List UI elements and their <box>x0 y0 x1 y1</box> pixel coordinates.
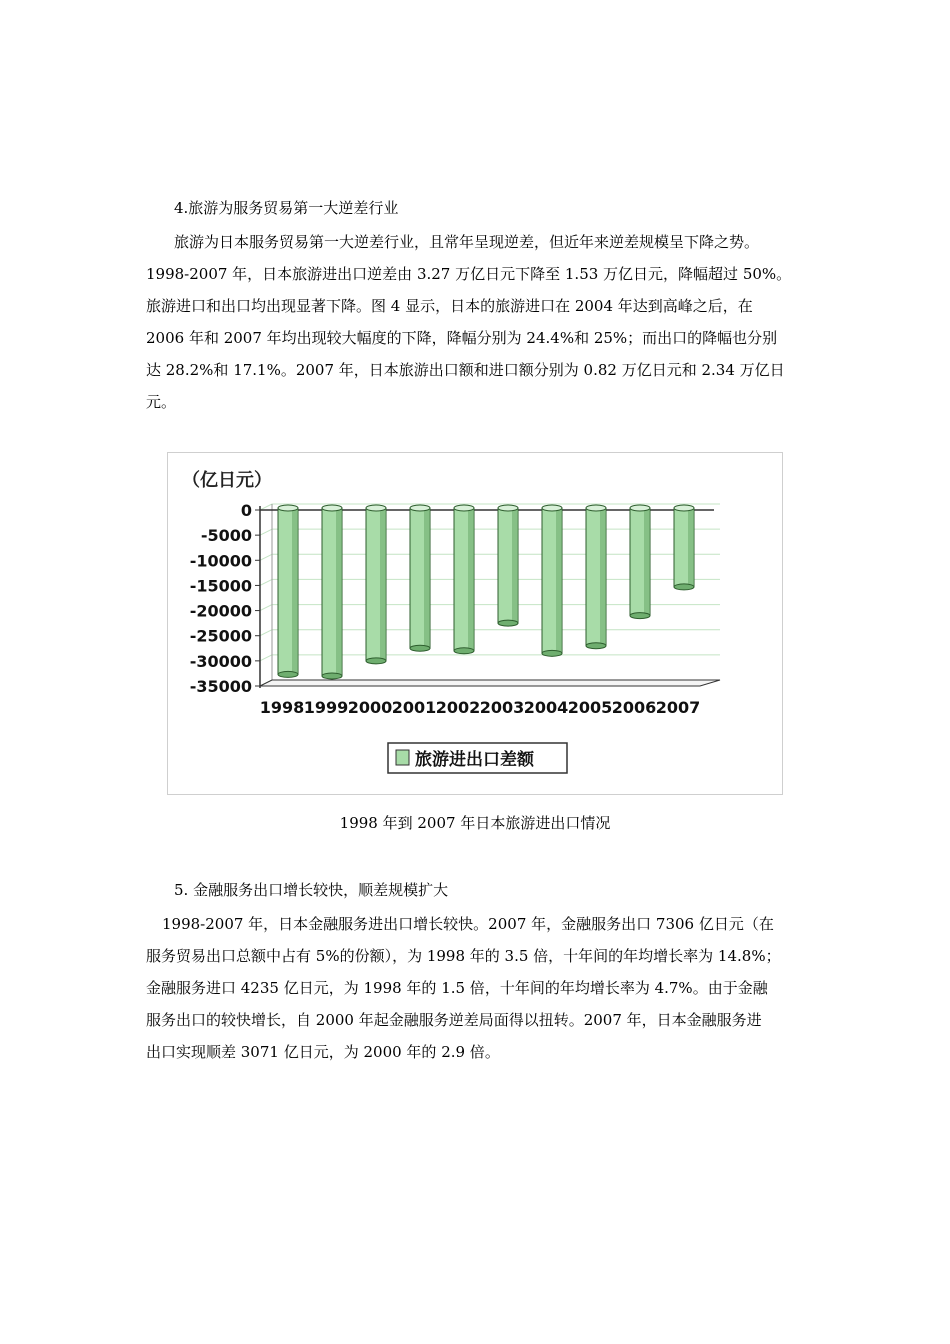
bar-shade <box>424 508 430 648</box>
y-tick-label: -5000 <box>200 526 252 546</box>
bar-base <box>322 673 342 679</box>
section-4-heading: 4.旅游为服务贸易第一大逆差行业 <box>174 199 399 217</box>
bar-top <box>410 505 430 511</box>
x-tick-label: 2001 <box>391 698 437 717</box>
paragraph-line: 1998-2007 年，日本金融服务进出口增长较快。2007 年，金融服务出口 7306 亿日元（在 <box>162 915 774 933</box>
paragraph-line: 元。 <box>146 393 177 411</box>
bar-top <box>542 505 562 511</box>
x-tick-label: 2006 <box>611 698 657 717</box>
bar-top <box>278 505 298 511</box>
paragraph-line: 金融服务进口 4235 亿日元，为 1998 年的 1.5 倍，十年间的年均增长率为 4.7%。由于金融 <box>146 979 768 997</box>
bar-base <box>454 648 474 654</box>
bar-top <box>674 505 694 511</box>
paragraph-line: 旅游为日本服务贸易第一大逆差行业，且常年呈现逆差，但近年来逆差规模呈下降之势。 <box>174 233 760 251</box>
bar-top <box>498 505 518 511</box>
y-tick-label: 0 <box>240 501 252 520</box>
x-tick-label: 2004 <box>523 698 569 717</box>
bar-shade <box>380 508 386 661</box>
chart-bars <box>278 505 694 679</box>
bar-shade <box>688 508 694 587</box>
bar-top <box>586 505 606 511</box>
bar-base <box>366 658 386 664</box>
legend-label: 旅游进出口差额 <box>415 750 534 770</box>
bar-shade <box>468 508 474 651</box>
paragraph-line: 服务贸易出口总额中占有 5%的份额），为 1998 年的 3.5 倍，十年间的年均增长率为 14.8%； <box>146 947 781 965</box>
bar-2000 <box>366 505 386 664</box>
bar-base <box>674 584 694 590</box>
y-tick-label: -20000 <box>189 601 252 621</box>
y-tick-label: -30000 <box>189 651 252 671</box>
bar-shade <box>512 508 518 623</box>
paragraph-line: 旅游进口和出口均出现显著下降。图 4 显示，日本的旅游进口在 2004 年达到高峰之后，在 <box>146 297 753 315</box>
y-tick-label: -25000 <box>189 626 252 646</box>
bar-2001 <box>410 505 430 651</box>
paragraph-line: 服务出口的较快增长，自 2000 年起金融服务逆差局面得以扭转。2007 年，日本金融服务进 <box>146 1011 762 1029</box>
x-tick-label: 2007 <box>655 698 701 717</box>
x-tick-label: 2000 <box>347 698 393 717</box>
bar-2005 <box>586 505 606 649</box>
gridline-side <box>260 529 272 535</box>
bar-shade <box>292 508 298 674</box>
bar-1998 <box>278 505 298 677</box>
y-tick-label: -15000 <box>189 576 252 596</box>
bar-2002 <box>454 505 474 654</box>
bar-shade <box>644 508 650 616</box>
paragraph-line: 2006 年和 2007 年均出现较大幅度的下降，降幅分别为 24.4%和 25%；而出口的降幅也分别 <box>146 329 778 347</box>
chart-canvas <box>168 453 782 794</box>
paragraph-line: 出口实现顺差 3071 亿日元，为 2000 年的 2.9 倍。 <box>146 1043 500 1061</box>
bar-shade <box>336 508 342 676</box>
bar-top <box>366 505 386 511</box>
chart-unit-label: （亿日元） <box>182 470 272 491</box>
bar-base <box>498 620 518 626</box>
bar-base <box>586 643 606 649</box>
bar-1999 <box>322 505 342 679</box>
bar-top <box>454 505 474 511</box>
bar-base <box>278 671 298 677</box>
bar-shade <box>600 508 606 646</box>
bar-shade <box>556 508 562 653</box>
x-axis-ticks <box>260 698 701 717</box>
legend-swatch <box>396 750 409 765</box>
bar-top <box>322 505 342 511</box>
section-4-paragraph <box>146 226 816 418</box>
gridline-side <box>260 655 272 661</box>
gridline-side <box>260 605 272 611</box>
y-tick-label: -35000 <box>189 677 252 696</box>
bar-2006 <box>630 505 650 619</box>
gridline-side <box>260 554 272 560</box>
x-tick-label: 2005 <box>567 698 613 717</box>
x-tick-label: 2002 <box>435 698 481 717</box>
gridline-side <box>260 630 272 636</box>
y-tick-label: -10000 <box>189 551 252 571</box>
bar-2003 <box>498 505 518 626</box>
bar-2004 <box>542 505 562 656</box>
paragraph-line: 1998-2007 年，日本旅游进出口逆差由 3.27 万亿日元下降至 1.53 万亿日元，降幅超过 50%。 <box>146 265 792 283</box>
travel-balance-chart <box>167 452 783 795</box>
gridline-side <box>260 504 272 510</box>
bar-base <box>542 650 562 656</box>
bar-base <box>410 645 430 651</box>
paragraph-line: 达 28.2%和 17.1%。2007 年，日本旅游出口额和进口额分别为 0.82 万亿日元和 2.34 万亿日 <box>146 361 785 379</box>
gridline-side <box>260 579 272 585</box>
x-tick-label: 2003 <box>479 698 525 717</box>
section-5-paragraph <box>146 908 816 1068</box>
x-tick-label: 1998 <box>259 698 305 717</box>
x-tick-label: 1999 <box>303 698 349 717</box>
bar-base <box>630 613 650 619</box>
bar-top <box>630 505 650 511</box>
chart-caption: 1998 年到 2007 年日本旅游进出口情况 <box>339 814 611 832</box>
y-axis-ticks <box>190 501 260 696</box>
chart-floor <box>260 680 720 686</box>
chart-legend <box>388 743 567 773</box>
section-5-heading: 5. 金融服务出口增长较快，顺差规模扩大 <box>174 881 449 899</box>
bar-2007 <box>674 505 694 590</box>
